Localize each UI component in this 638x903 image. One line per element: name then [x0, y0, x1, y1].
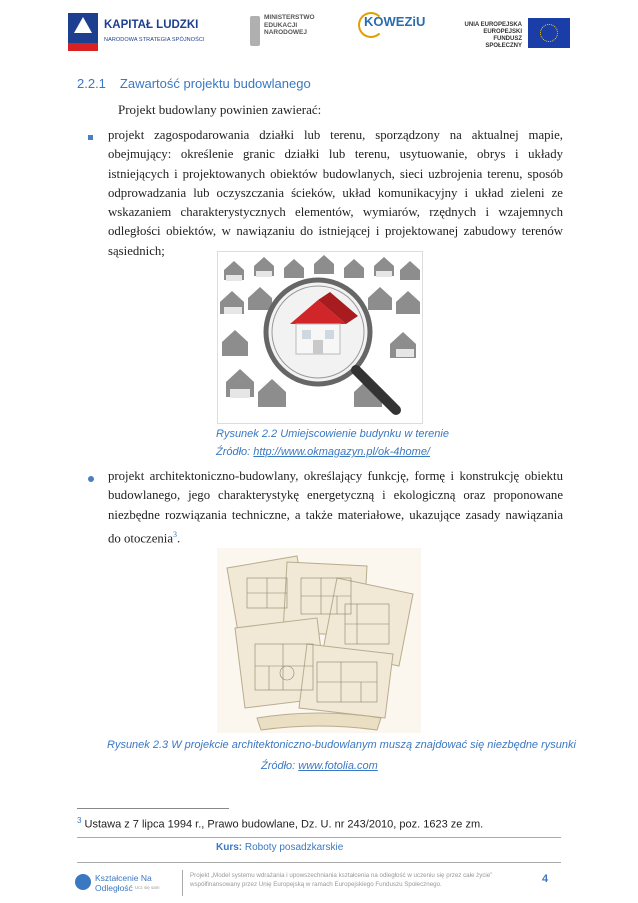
kl-mark-icon — [68, 13, 98, 51]
footnote-text: Ustawa z 7 lipca 1994 r., Prawo budowlane, Dz. U. nr 243/2010, poz. 1623 ze zm. — [81, 818, 484, 831]
footnote-ref[interactable]: 3 — [173, 529, 178, 539]
page-number: 4 — [542, 873, 549, 885]
kapital-ludzki-logo — [68, 13, 208, 57]
footer-project-text: Projekt „Model systemu wdrażania i upowszechniania kształcenia na odległość w uczeniu się przez całe życie” współfinansowany przez Unię Europejską w ramach Europejskiego Funduszu Społecznego. — [190, 872, 493, 888]
figure-2-source-label: Źródło: — [261, 760, 299, 772]
section-title-text: Zawartość projektu budowlanego — [119, 76, 311, 91]
footnote-divider — [77, 808, 229, 809]
bullet-2-end: . — [177, 531, 181, 546]
footnote-marker: 3 — [77, 816, 82, 825]
eu-line2: EUROPEJSKI — [483, 29, 522, 35]
kl-logo-title: KAPITAŁ LUDZKI — [104, 19, 199, 31]
footer-logo-text: Kształcenie Na Odległość — [95, 873, 152, 893]
koweziu-title: KOWEZiU — [364, 14, 426, 29]
men-line2: EDUKACJI — [264, 21, 298, 29]
course-label-value: Roboty posadzkarskie — [242, 842, 344, 853]
eu-line1: UNIA EUROPEJSKA — [464, 22, 522, 28]
figure-houses-magnifier — [217, 251, 423, 424]
eagle-icon — [250, 16, 260, 46]
men-logo — [250, 14, 320, 54]
figure-architectural-drawings — [217, 548, 421, 733]
round-bullet-icon — [88, 476, 94, 482]
square-bullet-icon — [88, 135, 93, 140]
footer-logo — [75, 872, 165, 894]
figure-1-source-label: Źródło: — [216, 446, 254, 458]
eu-flag-icon — [528, 18, 570, 48]
footer-divider-top — [77, 837, 561, 838]
figure-1-source-link[interactable]: http://www.okmagazyn.pl/ok-4home/ — [253, 446, 430, 458]
bullet-1-text: projekt zagospodarowania działki lub terenu, sporządzony na aktualnej mapie, obejmujący: określenie granic działki lub terenu, usytuowanie, obrys i układy istniejących i projektowanych obiektów budowlanych, sieci uzbrojenia terenu, sposób odprowadzania lub oczyszczania ścieków, układ komunikacyjny i układ zieleni ze wskazaniem charakterystycznych elementów, wymiarów, rzędnych i wzajemnych odległości obiektów, w nawiązaniu do istniejącej i projektowanej zabudowy terenów sąsiednich; — [108, 128, 563, 258]
footer-separator — [182, 870, 183, 896]
footer-divider-bottom — [77, 862, 561, 863]
houses-illustration — [218, 252, 422, 423]
figure-1-source — [216, 446, 430, 458]
course-label-key: Kurs: — [216, 842, 243, 853]
bullet-item-2 — [108, 467, 563, 548]
men-line1: MINISTERSTWO — [264, 14, 315, 21]
eu-line3: FUNDUSZ SPOŁECZNY — [485, 36, 522, 49]
drawings-illustration — [217, 548, 421, 733]
section-title — [77, 76, 311, 91]
koweziu-logo — [358, 12, 432, 56]
figure-2-source — [261, 760, 378, 772]
section-number: 2.2.1 — [77, 76, 106, 91]
figure-2-caption: Rysunek 2.3 W projekcie architektoniczno-budowlanym muszą znajdować się niezbędne rysunki — [107, 739, 576, 751]
bullet-2-text: projekt architektoniczno-budowlany, określający funkcję, formę i konstrukcję obiektu budowlanego, jego charakterystykę energetyczną i ekologiczną oraz proponowane niezbędne rozwiązania techniczne, a także materiałowe, ukazujące zasady nawiązania do otoczenia — [108, 469, 563, 546]
men-line3: NARODOWEJ — [264, 29, 307, 36]
figure-2-source-link[interactable]: www.fotolia.com — [298, 760, 378, 772]
intro-text: Projekt budowlany powinien zawierać: — [118, 102, 322, 117]
footnote — [77, 816, 483, 831]
kl-logo-subtitle: NARODOWA STRATEGIA SPÓJNOŚCI — [104, 37, 205, 43]
footer-logo-icon — [75, 874, 91, 890]
figure-1-caption: Rysunek 2.2 Umiejscowienie budynku w terenie — [216, 428, 449, 440]
bullet-item-1 — [108, 126, 563, 261]
eu-logo — [460, 14, 572, 56]
course-label — [216, 842, 343, 853]
header-logos — [0, 8, 638, 66]
footer-logo-subtitle: Ucz się sam — [135, 885, 160, 890]
